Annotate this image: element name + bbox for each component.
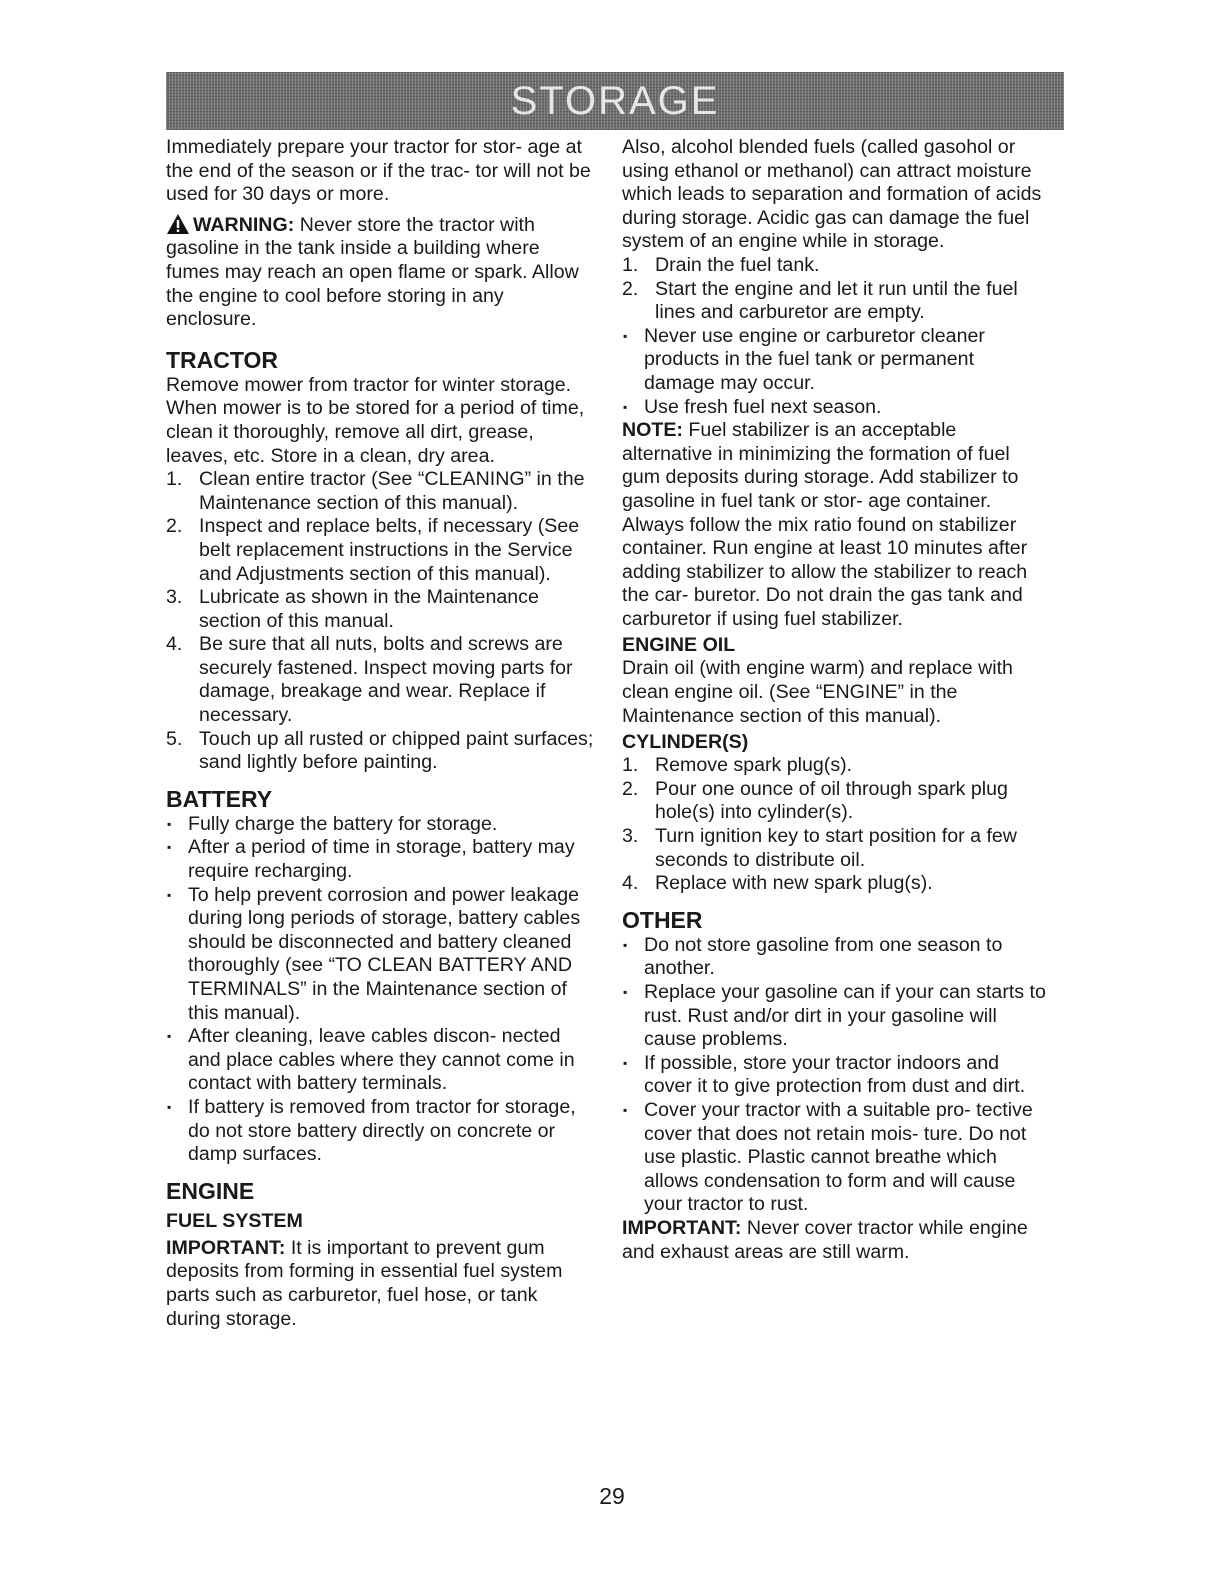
fuel-system-heading: FUEL SYSTEM — [166, 1209, 303, 1232]
intro-paragraph: Immediately prepare your tractor for stor- age at the end of the season or if the trac- tor will not be used for 30 days or more. — [166, 136, 591, 206]
fuel-steps — [622, 254, 1046, 325]
other-heading: OTHER — [622, 906, 703, 933]
list-item: ▪ To help prevent corrosion and power leakage during long periods of storage, battery cables should be disconnected and battery cleaned thoroughly (see “TO CLEAN BATTERY AND TERMINALS” in the Maintenance section of this manual). — [166, 884, 596, 1026]
tractor-heading: TRACTOR — [166, 346, 279, 373]
note-label: NOTE: — [622, 419, 683, 442]
note-paragraph: NOTE: Fuel stabilizer is an acceptable alternative in minimizing the formation of fuel gum deposits during storage. Add stabilizer to gasoline in fuel tank or stor- age container. Always follow the mix ratio found on stabilizer container. Run engine at least 10 minutes after adding stabilizer to allow the stabilizer to reach the car- buretor. Do not drain the gas tank and carburetor if using fuel stabilizer. — [622, 419, 1028, 630]
battery-heading: BATTERY — [166, 785, 273, 812]
list-item: 3. Lubricate as shown in the Maintenance section of this manual. — [166, 586, 539, 632]
important-label: IMPORTANT: — [166, 1236, 286, 1259]
warning-triangle-icon — [166, 213, 190, 235]
list-item: 3. Turn ignition key to start position for a few seconds to distribute oil. — [622, 825, 1017, 871]
list-item: 2. Inspect and replace belts, if necessary (See belt replacement instructions in the Service and Adjustments section of this manual). — [166, 515, 580, 585]
engine-oil-heading: ENGINE OIL — [622, 634, 736, 657]
list-item: 4. Replace with new spark plug(s). — [622, 872, 933, 895]
cylinder-steps — [622, 754, 1046, 896]
list-item: 1. Clean entire tractor (See “CLEANING” in the Maintenance section of this manual). — [166, 468, 585, 514]
warning-label: WARNING: — [193, 213, 295, 236]
warning-paragraph — [166, 213, 596, 332]
list-item: ▪ Never use engine or carburetor cleaner products in the fuel tank or permanent damage may occur. — [622, 325, 1046, 396]
list-item: 2. Start the engine and let it run until the fuel lines and carburetor are empty. — [622, 277, 1018, 324]
engine-oil-paragraph: Drain oil (with engine warm) and replace with clean engine oil. (See “ENGINE” in the Maintenance section of this manual). — [622, 657, 1013, 727]
list-item: ▪ Cover your tractor with a suitable pro- tective cover that does not retain mois- ture. Do not use plastic. Plastic cannot breathe which allows condensation to form and will cause your tractor to rust. — [622, 1099, 1046, 1217]
list-item: 4. Be sure that all nuts, bolts and screws are securely fastened. Inspect moving parts for damage, breakage and wear. Replace if necessary. — [166, 633, 573, 727]
battery-bullets — [166, 813, 596, 1167]
list-item: ▪ Replace your gasoline can if your can starts to rust. Rust and/or dirt in your gasoline will cause problems. — [622, 981, 1046, 1052]
list-item: ▪ Do not store gasoline from one season to another. — [622, 934, 1046, 981]
list-item: ▪ Fully charge the battery for storage. — [166, 813, 596, 837]
storage-banner — [166, 72, 1064, 130]
list-item: 2. Pour one ounce of oil through spark plug hole(s) into cylinder(s). — [622, 777, 1008, 824]
right-column — [622, 136, 1046, 1264]
warning-text: Never store the tractor with gasoline in the tank inside a building where fumes may reach an open flame or spark. Allow the engine to cool before storing in any enclosure. — [166, 213, 579, 331]
engine-heading: ENGINE — [166, 1177, 255, 1204]
left-column — [166, 136, 596, 1331]
important-label: IMPORTANT: — [622, 1216, 742, 1239]
cylinders-heading: CYLINDER(S) — [622, 731, 749, 754]
tractor-paragraph: Remove mower from tractor for winter storage. When mower is to be stored for a period of time, clean it thoroughly, remove all dirt, grease, leaves, etc. Store in a clean, dry area. — [166, 373, 585, 467]
fuel-important-paragraph: IMPORTANT: It is important to prevent gum deposits from forming in essential fuel system parts such as carburetor, fuel hose, or tank during storage. — [166, 1236, 563, 1330]
list-item: ▪ After cleaning, leave cables discon- nected and place cables where they cannot come in contact with battery terminals. — [166, 1025, 596, 1096]
other-bullets — [622, 934, 1046, 1217]
list-item: ▪ Use fresh fuel next season. — [622, 396, 1046, 420]
list-item: 1. Drain the fuel tank. — [622, 253, 820, 276]
list-item: 1. Remove spark plug(s). — [622, 754, 853, 777]
list-item: ▪ After a period of time in storage, battery may require recharging. — [166, 836, 596, 883]
list-item: ▪ If possible, store your tractor indoors and cover it to give protection from dust and dirt. — [622, 1052, 1046, 1099]
other-important-paragraph: IMPORTANT: Never cover tractor while engine and exhaust areas are still warm. — [622, 1216, 1028, 1263]
fuel-bullets — [622, 325, 1046, 419]
tractor-steps — [166, 468, 596, 775]
page-number: 29 — [599, 1483, 625, 1509]
list-item: ▪ If battery is removed from tractor for storage, do not store battery directly on concrete or damp surfaces. — [166, 1096, 596, 1167]
page-title: STORAGE — [510, 78, 720, 123]
alcohol-paragraph: Also, alcohol blended fuels (called gasohol or using ethanol or methanol) can attract moisture which leads to separation and formation of acids during storage. Acidic gas can damage the fuel system of an engine while in storage. — [622, 136, 1042, 253]
list-item: 5. Touch up all rusted or chipped paint surfaces; sand lightly before painting. — [166, 727, 594, 774]
